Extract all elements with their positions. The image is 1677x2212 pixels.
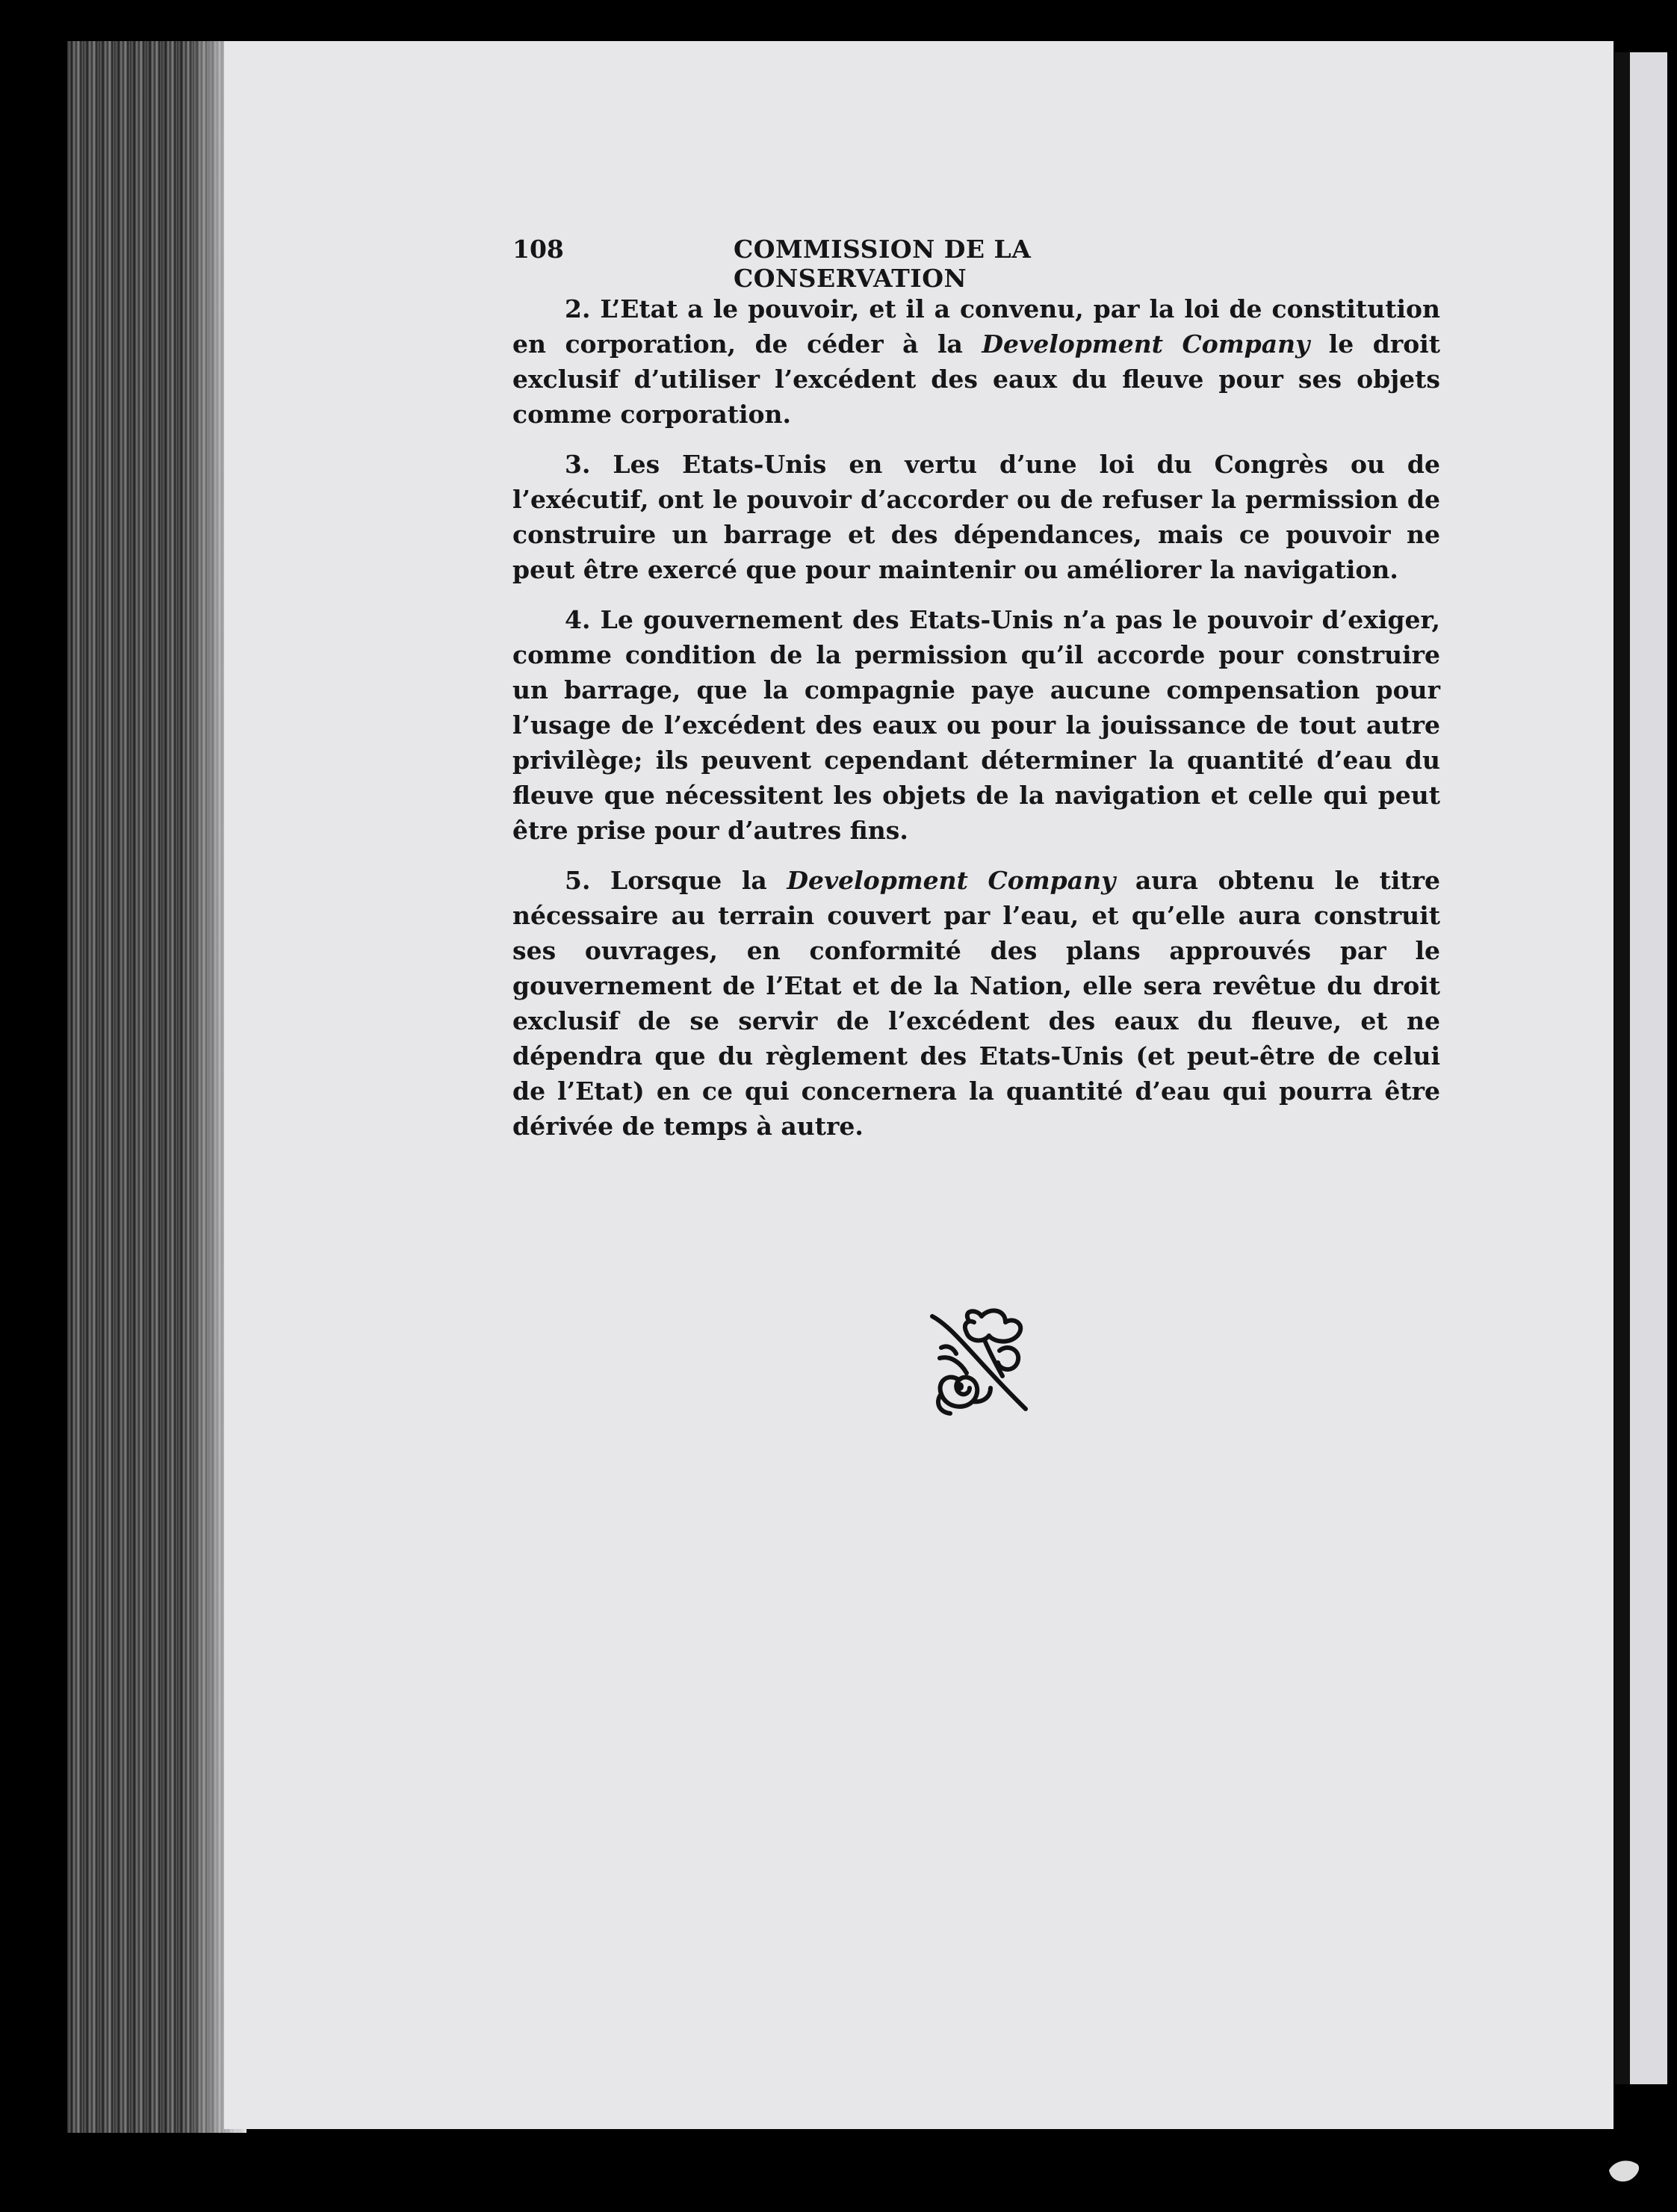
- company-name-emphasis: Development Company: [982, 329, 1310, 359]
- page-edge-shadow: [187, 41, 247, 2133]
- page-number: 108: [512, 235, 564, 264]
- paragraph-4: 4. Le gouvernement des Etats-Unis n’a pas le pouvoir d’exiger, comme condition de la permission qu’il accorde pour construire un barrage, que la compagnie paye aucune compensation pour l’usage de l’excédent des eaux ou pour la jouissance de tout autre privilège; ils peuvent cependant déterminer la quantité d’eau du fleuve que nécessitent les objets de la navigation et celle qui peut être prise pour d’autres fins.: [512, 605, 1440, 845]
- scan-artifact-mark: [1606, 2155, 1643, 2185]
- paragraph-3: 3. Les Etats-Unis en vertu d’une loi du Congrès ou de l’exécutif, ont le pouvoir d’accorder ou de refuser la permission de construire un barrage et des dépendances, mais ce pouvoir ne peut être exercé que pour maintenir ou améliorer la navigation.: [512, 450, 1440, 584]
- running-head-title: COMMISSION DE LA CONSERVATION: [734, 235, 1032, 293]
- paragraph-5: 5. Lorsque la Development Company aura obtenu le titre nécessaire au terrain couvert par l’eau, et qu’elle aura construit ses ouvrages, en conformité des plans approuvés par le gouvernement de l’Etat et de la Nation, elle sera revêtue du droit exclusif de se servir de l’excédent des eaux du fleuve, et ne dépendra que du règlement des Etats-Unis (et peut-être de celui de l’Etat) en ce qui concernera la quantité d’eau qui pourra être dérivée de temps à autre.: [512, 866, 1441, 1141]
- body-text: [512, 291, 1440, 1159]
- paragraph-2: 2. L’Etat a le pouvoir, et il a convenu, par la loi de constitution en corporation, de céder à la Development Company le droit exclusif d’utiliser l’excédent des eaux du fleuve pour ses objets comme corporation.: [512, 294, 1441, 429]
- gutter-shadow: [1615, 52, 1630, 2084]
- adjacent-page-edge: [1630, 52, 1667, 2084]
- running-head: [512, 235, 1215, 293]
- company-name-emphasis: Development Company: [787, 866, 1116, 895]
- floral-ornament-icon: [925, 1306, 1037, 1418]
